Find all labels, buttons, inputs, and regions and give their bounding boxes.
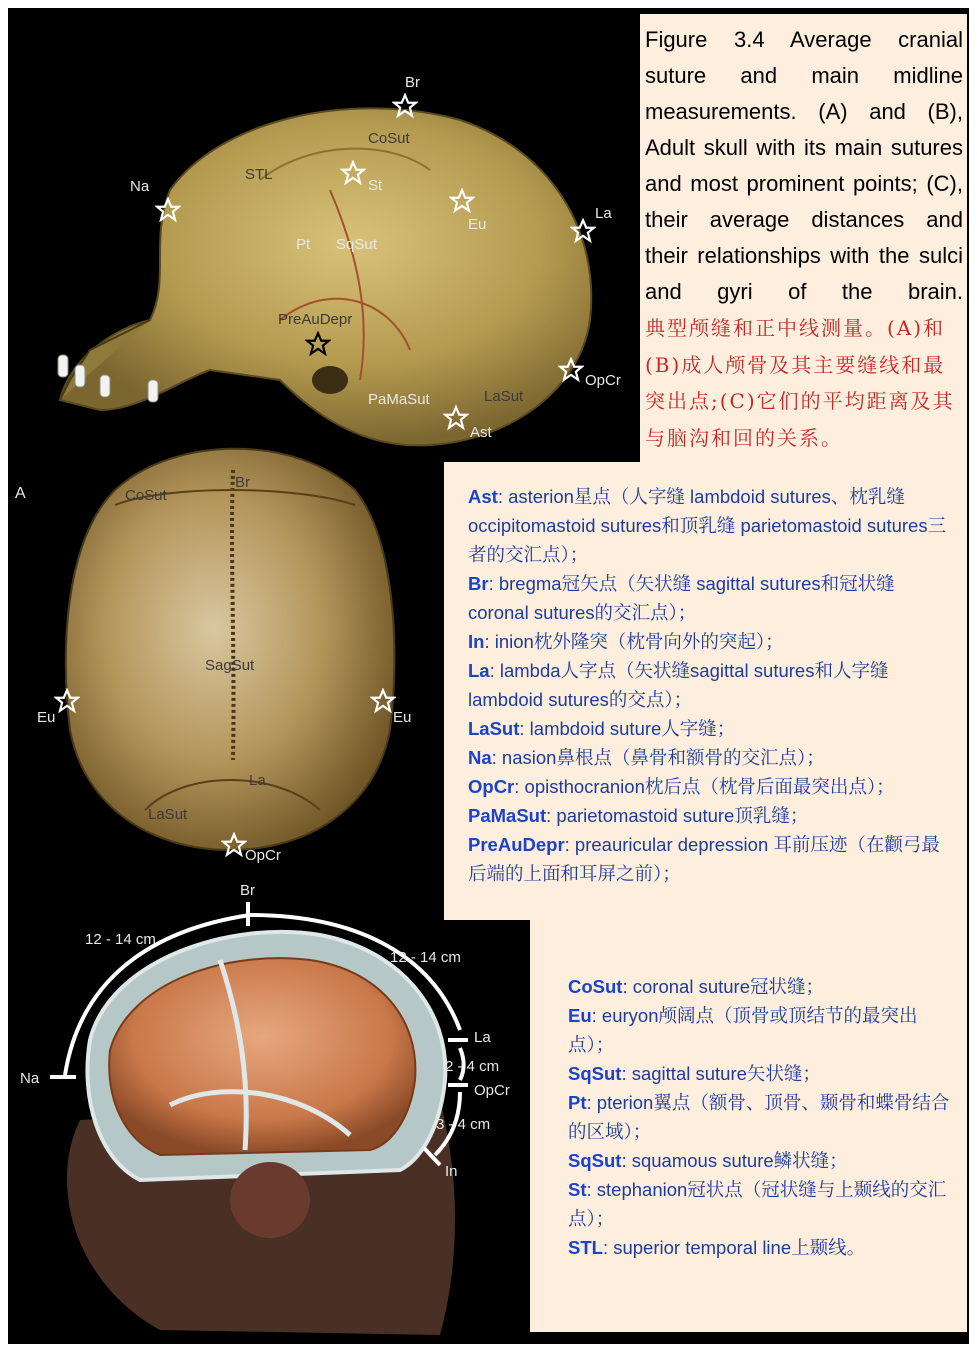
definition-separator: : [621,1063,627,1084]
definition-term: In [468,631,485,652]
label-cosut: CoSut [368,130,410,147]
definition-item [468,801,948,830]
label-dist-back: 12 - 14 cm [390,949,461,966]
label-cosut-top: CoSut [125,487,167,504]
top-skull-illustration [55,430,405,860]
definition-separator: : [622,976,628,997]
definition-term: LaSut [468,718,520,739]
landmark-star-icon [558,357,584,383]
label-la-brain: La [474,1029,491,1046]
label-na-brain: Na [20,1070,40,1087]
definition-term: CoSut [568,976,623,997]
definition-description: bregma冠矢点（矢状缝 sagittal sutures和冠状缝 coronal sutures的交汇点）； [468,573,895,623]
definition-separator: : [591,1005,597,1026]
definition-term: SqSut [568,1063,622,1084]
definition-item [568,1059,953,1088]
definition-list-top [468,482,948,888]
skull-top-shape [66,449,395,850]
label-eu-right: Eu [393,709,412,726]
landmark-star-icon [305,331,331,357]
definition-separator: : [497,486,503,507]
definition-description: asterion星点（人字缝 lambdoid sutures、枕乳缝 occipitomastoid sutures和顶乳缝 parietomastoid sutures三者的交汇点）； [468,486,947,565]
panel-label-a: A [15,485,26,502]
definition-description: lambda人字点（矢状缝sagittal sutures和人字缝 lambdoid sutures的交点）； [468,660,889,710]
definition-item [568,1175,953,1233]
label-stl: STL [245,166,273,183]
definition-description: lambdoid suture人字缝； [524,718,736,739]
landmark-star-icon [54,688,80,714]
definition-item [568,1146,953,1175]
landmark-star-icon [370,688,396,714]
caption-chinese: 典型颅缝和正中线测量。(A)和(B)成人颅骨及其主要缝线和最突出点;(C)它们的平均距离及其与脑沟和回的关系。 [645,316,955,450]
definition-separator: : [484,631,490,652]
definition-separator: : [491,747,497,768]
label-pt: Pt [296,236,311,253]
definition-separator: : [602,1237,609,1258]
definition-term: La [468,660,490,681]
definition-term: STL [568,1237,603,1258]
definition-description: pterion翼点（额骨、顶骨、颞骨和蝶骨结合的区域）； [568,1092,950,1142]
definition-separator: : [586,1179,592,1200]
definition-separator: : [519,718,525,739]
label-in-brain: In [445,1163,458,1180]
definition-term: OpCr [468,776,515,797]
landmark-star-icon [443,405,469,431]
definition-term: Eu [568,1005,592,1026]
label-preaudepr: PreAuDepr [278,311,353,328]
definition-separator: : [564,834,570,855]
landmark-star-icon [570,218,596,244]
landmark-star-icon [392,93,418,119]
label-la: La [595,205,612,222]
definition-item [468,772,948,801]
definition-term: St [568,1179,587,1200]
definition-separator: : [489,660,495,681]
definition-term: SqSut [568,1150,622,1171]
caption-english: Figure 3.4 Average cranial suture and main midline measurements. (A) and (B), Adult skull with its main sutures and most prominent points; (C), their average distances and their relationships with the sulci and gyri of the brain. [645,27,963,304]
definition-description: inion枕外隆突（枕骨向外的突起）； [489,631,784,652]
landmark-star-icon [221,832,247,858]
label-br: Br [405,74,420,91]
definition-item [468,714,948,743]
sagittal-suture [232,470,233,760]
definition-term: Na [468,747,492,768]
definition-description: preauricular depression 耳前压迹（在颧弓最后端的上面和耳屏之前）； [468,834,940,884]
ear-canal [312,366,348,394]
definition-description: coronal suture冠状缝； [627,976,824,997]
definition-separator: : [546,805,552,826]
definition-description: euryon颅阔点（顶骨或顶结节的最突出点）； [568,1005,918,1055]
label-st: St [368,177,383,194]
label-eu-left: Eu [37,709,56,726]
label-br-top: Br [235,474,250,491]
definition-item [568,1233,953,1262]
definition-item [568,972,953,1001]
label-opcr: OpCr [585,372,621,389]
label-sagsut: SagSut [205,657,255,674]
label-opcr-top: OpCr [245,847,281,864]
definition-separator: : [514,776,520,797]
definition-term: PreAuDepr [468,834,565,855]
label-br-brain: Br [240,882,255,899]
label-eu: Eu [468,216,487,233]
definition-item [468,743,948,772]
label-dist-la-opcr: 2 - 4 cm [445,1058,500,1075]
label-la-top: La [249,772,266,789]
ear [230,1162,310,1238]
label-na: Na [130,178,150,195]
definition-item [568,1088,953,1146]
definition-term: Br [468,573,489,594]
definition-term: Pt [568,1092,587,1113]
label-dist-opcr-in: 3 - 4 cm [436,1116,491,1133]
definition-description: opisthocranion枕后点（枕骨后面最突出点）； [519,776,895,797]
definition-list-bottom [568,972,953,1262]
definition-item [468,482,948,569]
label-ast: Ast [470,424,492,441]
definition-separator: : [586,1092,592,1113]
definition-item [468,830,948,888]
definition-description: squamous suture鳞状缝； [626,1150,848,1171]
definition-item [468,656,948,714]
definition-separator: : [621,1150,627,1171]
definition-item [468,569,948,627]
definition-separator: : [488,573,494,594]
label-lasut: LaSut [484,388,524,405]
label-pamasut: PaMaSut [368,391,430,408]
label-opcr-brain: OpCr [474,1082,510,1099]
definition-description: sagittal suture矢状缝； [626,1063,821,1084]
definition-description: superior temporal line上颞线。 [608,1237,866,1258]
definition-description: stephanion冠状点（冠状缝与上颞线的交汇点）； [568,1179,947,1229]
landmark-star-icon [449,188,475,214]
definition-description: parietomastoid suture顶乳缝； [551,805,809,826]
landmark-star-icon [340,160,366,186]
lateral-skull-illustration [30,80,630,460]
definition-description: nasion鼻根点（鼻骨和额骨的交汇点）； [496,747,825,768]
landmark-star-icon [155,197,181,223]
definition-item [468,627,948,656]
label-lasut-top: LaSut [148,806,188,823]
label-sqsut: SqSut [336,236,377,253]
label-dist-front: 12 - 14 cm [85,931,156,948]
definition-item [568,1001,953,1059]
definition-term: PaMaSut [468,805,547,826]
definition-term: Ast [468,486,498,507]
